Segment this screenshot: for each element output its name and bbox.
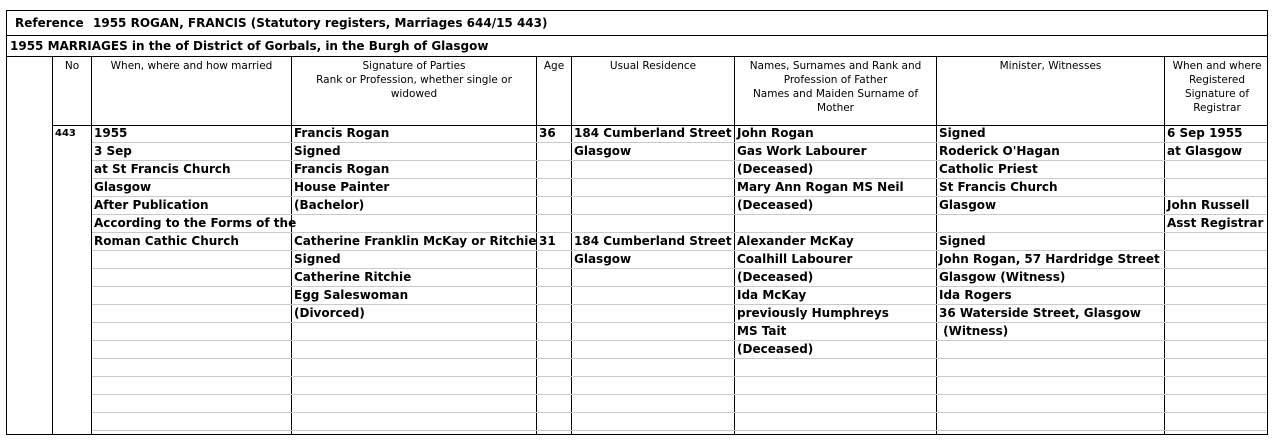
text-line: 184 Cumberland Street xyxy=(574,234,732,248)
header-age: Age xyxy=(543,60,565,72)
text-line: Francis Rogan xyxy=(294,126,390,140)
text-line: Francis Rogan xyxy=(294,162,390,176)
bride-age: 31 xyxy=(539,234,556,248)
header-registered xyxy=(1165,59,1269,115)
text-line: Signed xyxy=(939,126,986,140)
text-line: Signed xyxy=(294,144,341,158)
text-line: John Rogan xyxy=(737,126,814,140)
text-line: After Publication xyxy=(94,198,209,212)
text-line: Signed xyxy=(294,252,341,266)
row-line xyxy=(92,340,1267,341)
text-line: Glasgow xyxy=(939,198,997,212)
text-line: Alexander McKay xyxy=(737,234,854,248)
header-signature xyxy=(292,59,536,101)
text-line: (Deceased) xyxy=(737,270,814,284)
header-line: When and where xyxy=(1172,60,1262,72)
text-line: Asst Registrar xyxy=(1167,216,1264,230)
text-line: previously Humphreys xyxy=(737,306,889,320)
text-line: Mary Ann Rogan MS Neil xyxy=(737,180,904,194)
text-line: 1955 xyxy=(94,126,128,140)
column-divider xyxy=(91,57,92,434)
header-residence: Usual Residence xyxy=(609,60,697,72)
row-line xyxy=(92,250,1267,251)
text-line: 6 Sep 1955 xyxy=(1167,126,1243,140)
header-line: Mother xyxy=(816,102,855,114)
column-divider xyxy=(571,57,572,434)
text-line: House Painter xyxy=(294,180,390,194)
header-line: Signature of Parties xyxy=(362,60,466,72)
text-line: (Deceased) xyxy=(737,342,814,356)
row-line xyxy=(92,304,1267,305)
reference-row xyxy=(7,11,1267,36)
header-line: widowed xyxy=(390,88,438,100)
column-divider xyxy=(52,57,53,434)
header-line: Rank or Profession, whether single or xyxy=(316,74,512,86)
register-entry xyxy=(6,10,1268,435)
row-line xyxy=(92,214,1267,215)
district-title: 1955 MARRIAGES in the of District of Gorbals, in the Burgh of Glasgow xyxy=(10,39,489,53)
header-line: Profession of Father xyxy=(783,74,888,86)
text-line: Coalhill Labourer xyxy=(737,252,853,266)
groom-age: 36 xyxy=(539,126,556,140)
text-line: Catholic Priest xyxy=(939,162,1038,176)
text-line: 3 Sep xyxy=(94,144,132,158)
entry-number: 443 xyxy=(55,128,76,139)
row-line xyxy=(92,412,1267,413)
header-line: Names, Surnames and Rank and xyxy=(749,60,922,72)
row-line xyxy=(92,268,1267,269)
text-line: (Deceased) xyxy=(737,162,814,176)
row-line xyxy=(92,178,1267,179)
text-line: John Russell xyxy=(1167,198,1250,212)
row-line xyxy=(92,232,1267,233)
column-divider xyxy=(936,57,937,434)
text-line: at Glasgow xyxy=(1167,144,1243,158)
text-line: Ida Rogers xyxy=(939,288,1012,302)
row-line xyxy=(92,430,1267,431)
text-line: Signed xyxy=(939,234,986,248)
row-line xyxy=(92,376,1267,377)
header-line: Registered xyxy=(1188,74,1246,86)
text-line: Ida McKay xyxy=(737,288,807,302)
text-line: Glasgow (Witness) xyxy=(939,270,1066,284)
text-line: (Divorced) xyxy=(294,306,365,320)
row-line xyxy=(92,142,1267,143)
text-line: Roman Cathic Church xyxy=(94,234,239,248)
reference-value: 1955 ROGAN, FRANCIS (Statutory registers, Marriages 644/15 443) xyxy=(93,16,548,30)
text-line: MS Tait xyxy=(737,324,787,338)
text-line: Egg Saleswoman xyxy=(294,288,409,302)
column-divider xyxy=(291,57,292,434)
header-line: Registrar xyxy=(1193,102,1241,114)
row-line xyxy=(92,196,1267,197)
row-line xyxy=(92,394,1267,395)
text-line: Catherine Ritchie xyxy=(294,270,412,284)
row-line xyxy=(92,160,1267,161)
text-line: Gas Work Labourer xyxy=(737,144,867,158)
header-parents xyxy=(735,59,936,115)
text-line: Glasgow xyxy=(574,252,632,266)
text-line: (Deceased) xyxy=(737,198,814,212)
text-line: Glasgow xyxy=(574,144,632,158)
header-line: Names and Maiden Surname of xyxy=(752,88,919,100)
row-line xyxy=(92,358,1267,359)
header-when-where: When, where and how married xyxy=(110,60,273,72)
text-line: at St Francis Church xyxy=(94,162,231,176)
text-line: 184 Cumberland Street xyxy=(574,126,732,140)
row-line xyxy=(92,322,1267,323)
text-line: (Bachelor) xyxy=(294,198,365,212)
text-line: Glasgow xyxy=(94,180,152,194)
header-line: Signature of xyxy=(1184,88,1250,100)
text-line: Catherine Franklin McKay or Ritchie xyxy=(294,234,537,248)
text-line: 36 Waterside Street, Glasgow xyxy=(939,306,1141,320)
text-line: Roderick O'Hagan xyxy=(939,144,1060,158)
text-line: St Francis Church xyxy=(939,180,1058,194)
text-line: (Witness) xyxy=(939,324,1009,338)
text-line: John Rogan, 57 Hardridge Street xyxy=(939,252,1160,266)
row-line xyxy=(92,286,1267,287)
text-line: According to the Forms of the xyxy=(94,216,297,230)
district-title-row xyxy=(7,36,1267,57)
header-minister: Minister, Witnesses xyxy=(999,60,1102,72)
reference-label: Reference xyxy=(15,16,84,30)
header-no: No xyxy=(64,60,80,72)
